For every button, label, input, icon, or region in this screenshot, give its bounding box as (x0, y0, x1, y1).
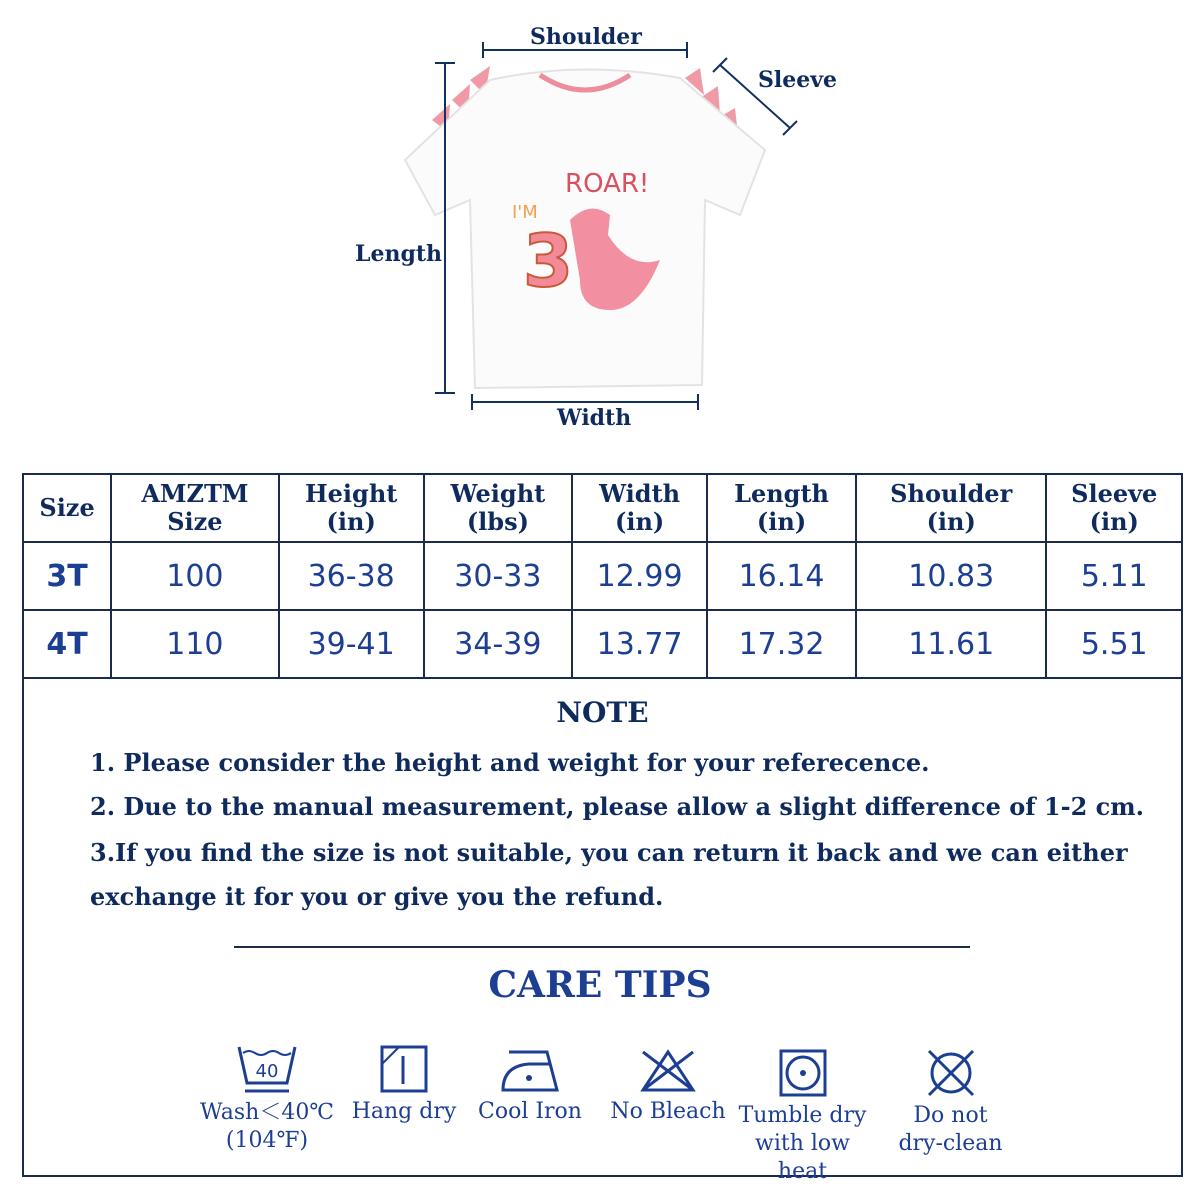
note-line-3: 3.If you find the size is not suitable, you can return it back and we can either (90, 838, 1128, 867)
cell-length: 17.32 (707, 610, 856, 678)
label-length: Length (355, 241, 443, 267)
divider (234, 946, 970, 948)
cool-iron-icon (499, 1048, 561, 1094)
size-table (22, 473, 1183, 679)
care-label: Do not (913, 1103, 988, 1128)
cell-sleeve: 5.11 (1046, 542, 1182, 610)
cell-amztm-size: 110 (111, 610, 279, 678)
header-amztm-size: AMZTM Size (111, 474, 279, 542)
tshirt-diagram (340, 20, 820, 420)
print-number: 3 (523, 219, 574, 303)
care-label: Cool Iron (478, 1099, 582, 1124)
note-line-4: exchange it for you or give you the refund. (90, 882, 664, 911)
care-label: No Bleach (610, 1099, 726, 1124)
no-bleach-icon (639, 1048, 697, 1094)
table-row (23, 610, 1182, 678)
care-item-no-bleach (605, 1048, 731, 1126)
cell-size: 4T (23, 610, 111, 678)
care-label: dry-clean (898, 1131, 1003, 1156)
care-label: Wash＜40℃ (200, 1100, 334, 1125)
header-shoulder: Shoulder (in) (856, 474, 1047, 542)
header-size: Size (23, 474, 111, 542)
care-tips-title: CARE TIPS (488, 964, 712, 1006)
no-dry-clean-icon (924, 1048, 978, 1098)
care-item-cool-iron (470, 1048, 590, 1126)
label-shoulder: Shoulder (530, 24, 642, 50)
care-item-no-dry-clean (888, 1048, 1013, 1158)
cell-sleeve: 5.51 (1046, 610, 1182, 678)
note-line-1: 1. Please consider the height and weight for your referecence. (90, 748, 930, 777)
care-item-tumble-dry (730, 1048, 875, 1186)
care-label: with low heat (755, 1131, 850, 1184)
care-item-wash (192, 1043, 342, 1155)
note-line-2: 2. Due to the manual measurement, please allow a slight difference of 1-2 cm. (90, 792, 1144, 821)
table-header-row (23, 474, 1182, 542)
table-row (23, 542, 1182, 610)
cell-size: 3T (23, 542, 111, 610)
cell-width: 12.99 (572, 542, 707, 610)
header-weight: Weight (lbs) (424, 474, 573, 542)
cell-shoulder: 10.83 (856, 542, 1047, 610)
label-width: Width (557, 405, 632, 431)
header-width: Width (in) (572, 474, 707, 542)
header-length: Length (in) (707, 474, 856, 542)
cell-height: 36-38 (279, 542, 424, 610)
cell-width: 13.77 (572, 610, 707, 678)
note-title: NOTE (556, 696, 649, 729)
care-label: Hang dry (351, 1099, 457, 1124)
header-height: Height (in) (279, 474, 424, 542)
wash-40-icon (235, 1043, 299, 1095)
tumble-dry-low-icon (778, 1048, 828, 1098)
hang-dry-icon (379, 1044, 429, 1094)
print-roar: ROAR! (565, 169, 650, 199)
care-label: Tumble dry (738, 1103, 867, 1128)
wash-temp: 40 (255, 1061, 279, 1082)
cell-weight: 34-39 (424, 610, 573, 678)
cell-height: 39-41 (279, 610, 424, 678)
header-sleeve: Sleeve (in) (1046, 474, 1182, 542)
label-sleeve: Sleeve (758, 67, 838, 93)
cell-weight: 30-33 (424, 542, 573, 610)
care-label: (104℉) (225, 1128, 309, 1153)
care-item-hang-dry (344, 1044, 464, 1126)
cell-length: 16.14 (707, 542, 856, 610)
cell-amztm-size: 100 (111, 542, 279, 610)
print-im: I'M (512, 202, 538, 223)
cell-shoulder: 11.61 (856, 610, 1047, 678)
